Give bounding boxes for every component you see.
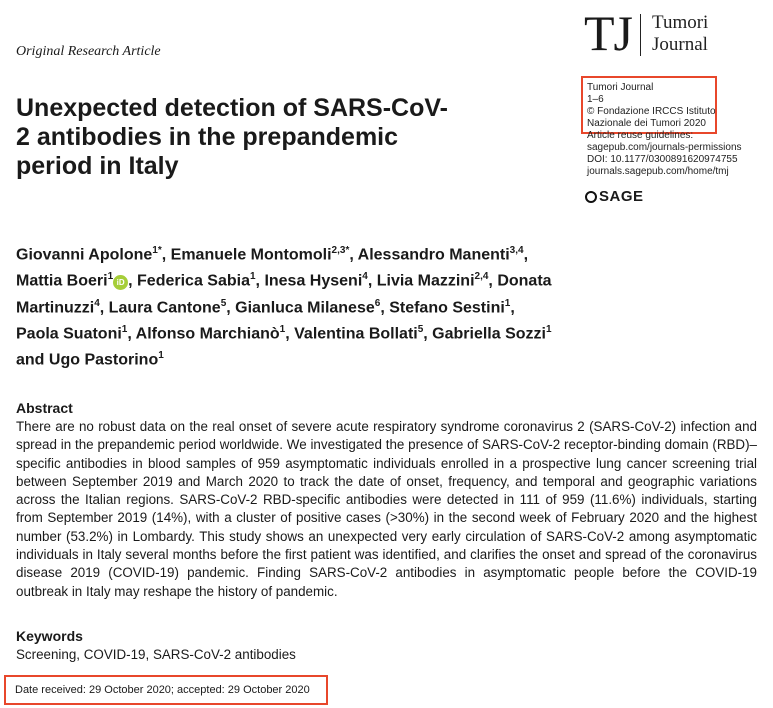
author-name[interactable]: Giovanni Apolone bbox=[16, 246, 153, 264]
meta-doi[interactable]: DOI: 10.1177/0300891620974755 bbox=[587, 154, 738, 165]
meta-pages: 1–6 bbox=[587, 94, 604, 105]
date-received: Date received: 29 October 2020; accepted: 29 October 2020 bbox=[15, 684, 310, 696]
author-name[interactable]: Inesa Hyseni bbox=[264, 272, 363, 290]
author-name[interactable]: Ugo Pastorino bbox=[48, 351, 159, 369]
author-affiliation: 1 bbox=[249, 271, 256, 283]
publisher-name: SAGE bbox=[599, 188, 644, 205]
author-name[interactable]: Donata Martinuzzi bbox=[16, 272, 552, 316]
author-affiliation: 1 bbox=[107, 271, 114, 283]
abstract-heading: Abstract bbox=[16, 400, 73, 416]
author-name[interactable]: Gabriella Sozzi bbox=[432, 325, 546, 343]
author-name[interactable]: Alfonso Marchianò bbox=[135, 325, 280, 343]
author-affiliation: 6 bbox=[374, 297, 381, 309]
author-affiliation: 2,3* bbox=[331, 245, 350, 256]
author-affiliation: 1 bbox=[545, 323, 552, 335]
author-affiliation: 1 bbox=[504, 297, 511, 309]
meta-permissions-link[interactable]: sagepub.com/journals-permissions bbox=[587, 142, 742, 153]
keywords-heading: Keywords bbox=[16, 628, 83, 644]
author-affiliation: 3,4 bbox=[509, 245, 524, 256]
journal-logo-mark: TJ bbox=[584, 5, 632, 61]
keywords-list: Screening, COVID-19, SARS-CoV-2 antibodies bbox=[16, 647, 296, 662]
abstract-body: There are no robust data on the real onset of severe acute respiratory syndrome coronavirus 2 (SARS-CoV-2) infection and spread in the prepandemic period worldwide. We investigated the presence of SARS-CoV-2 receptor-binding domain (RBD)–specific antibodies in blood samples of 959 asymptomatic individuals enrolled in a prospective lung cancer screening trial between September 2019 and March 2020 to track the date of onset, frequency, and temporal and geographic variations across the Italian regions. SARS-CoV-2 RBD-specific antibodies were detected in 111 of 959 (11.6%) individuals, starting from September 2019 (14%), with a cluster of positive cases (>30%) in the second week of February 2020 and the highest number (53.2%) in Lombardy. This study shows an unexpected very early circulation of SARS-CoV-2 among asymptomatic individuals in Italy several months before the first patient was identified, and clarifies the onset and spread of the coronavirus disease 2019 (COVID-19) pandemic. Finding SARS-CoV-2 antibodies in asymptomatic people before the COVID-19 outbreak in Italy may reshape the history of pandemic. bbox=[16, 419, 757, 599]
author-affiliation: 4 bbox=[362, 271, 368, 283]
author-name[interactable]: Gianluca Milanese bbox=[235, 298, 375, 316]
author-affiliation: 1* bbox=[152, 245, 162, 256]
journal-name-line1: Tumori bbox=[652, 12, 709, 33]
author-name[interactable]: Livia Mazzini bbox=[376, 272, 475, 290]
author-list: Giovanni Apolone$^{1*}$, Emanuele Montomoli$^{2,3*}$, Alessandro Manenti$^{3,4}$, Mattia Boeri$^1$ iD , Federica Sabia$^1$, Inesa Hyseni$^4$, Livia Mazzini$^{2,4}$, Donata Martinuzzi$^4$, Laura Cantone$^5$, Gianluca Milanese$^6$, Stefano Sestini$^1$, Paola Suatoni$^1$, Alfonso Marchianò$^1$, Valentina Bollati$^5$, Gabriella Sozzi$^1$ and Ugo Pastorino$^1$ bbox=[16, 245, 552, 369]
journal-meta bbox=[587, 82, 742, 178]
article-title: Unexpected detection of SARS-CoV-2 antibodies in the prepandemic period in Italy bbox=[16, 94, 448, 180]
author-affiliation: 5 bbox=[220, 297, 227, 309]
author-name[interactable]: Mattia Boeri bbox=[16, 272, 108, 290]
logo-divider bbox=[640, 14, 641, 56]
author-name[interactable]: Federica Sabia bbox=[137, 272, 250, 290]
meta-copyright-2: Nazionale dei Tumori 2020 bbox=[587, 118, 706, 129]
author-name[interactable]: Alessandro Manenti bbox=[357, 246, 510, 264]
meta-reuse-label: Article reuse guidelines: bbox=[587, 130, 694, 141]
meta-copyright-1: © Fondazione IRCCS Istituto bbox=[587, 106, 716, 117]
publisher-logo bbox=[585, 188, 644, 205]
journal-name-line2: Journal bbox=[652, 34, 708, 55]
author-name[interactable]: Stefano Sestini bbox=[389, 298, 505, 316]
author-name[interactable]: Valentina Bollati bbox=[294, 325, 418, 343]
author-name[interactable]: Laura Cantone bbox=[108, 298, 221, 316]
author-name[interactable]: Paola Suatoni bbox=[16, 325, 122, 343]
author-affiliation: 1 bbox=[279, 323, 286, 335]
author-conjunction: and bbox=[16, 351, 49, 369]
orcid-icon[interactable]: iD bbox=[113, 275, 128, 290]
author-affiliation: 1 bbox=[121, 323, 128, 335]
meta-journal: Tumori Journal bbox=[587, 82, 654, 93]
article-type-label: Original Research Article bbox=[16, 44, 161, 59]
author-affiliation: 1 bbox=[158, 350, 164, 362]
meta-journal-link[interactable]: journals.sagepub.com/home/tmj bbox=[587, 166, 729, 177]
sage-icon bbox=[585, 191, 597, 203]
author-affiliation: 5 bbox=[417, 323, 424, 335]
author-affiliation: 4 bbox=[94, 297, 100, 309]
author-name[interactable]: Emanuele Montomoli bbox=[170, 246, 332, 264]
author-affiliation: 2,4 bbox=[474, 271, 489, 283]
journal-name bbox=[652, 12, 708, 56]
